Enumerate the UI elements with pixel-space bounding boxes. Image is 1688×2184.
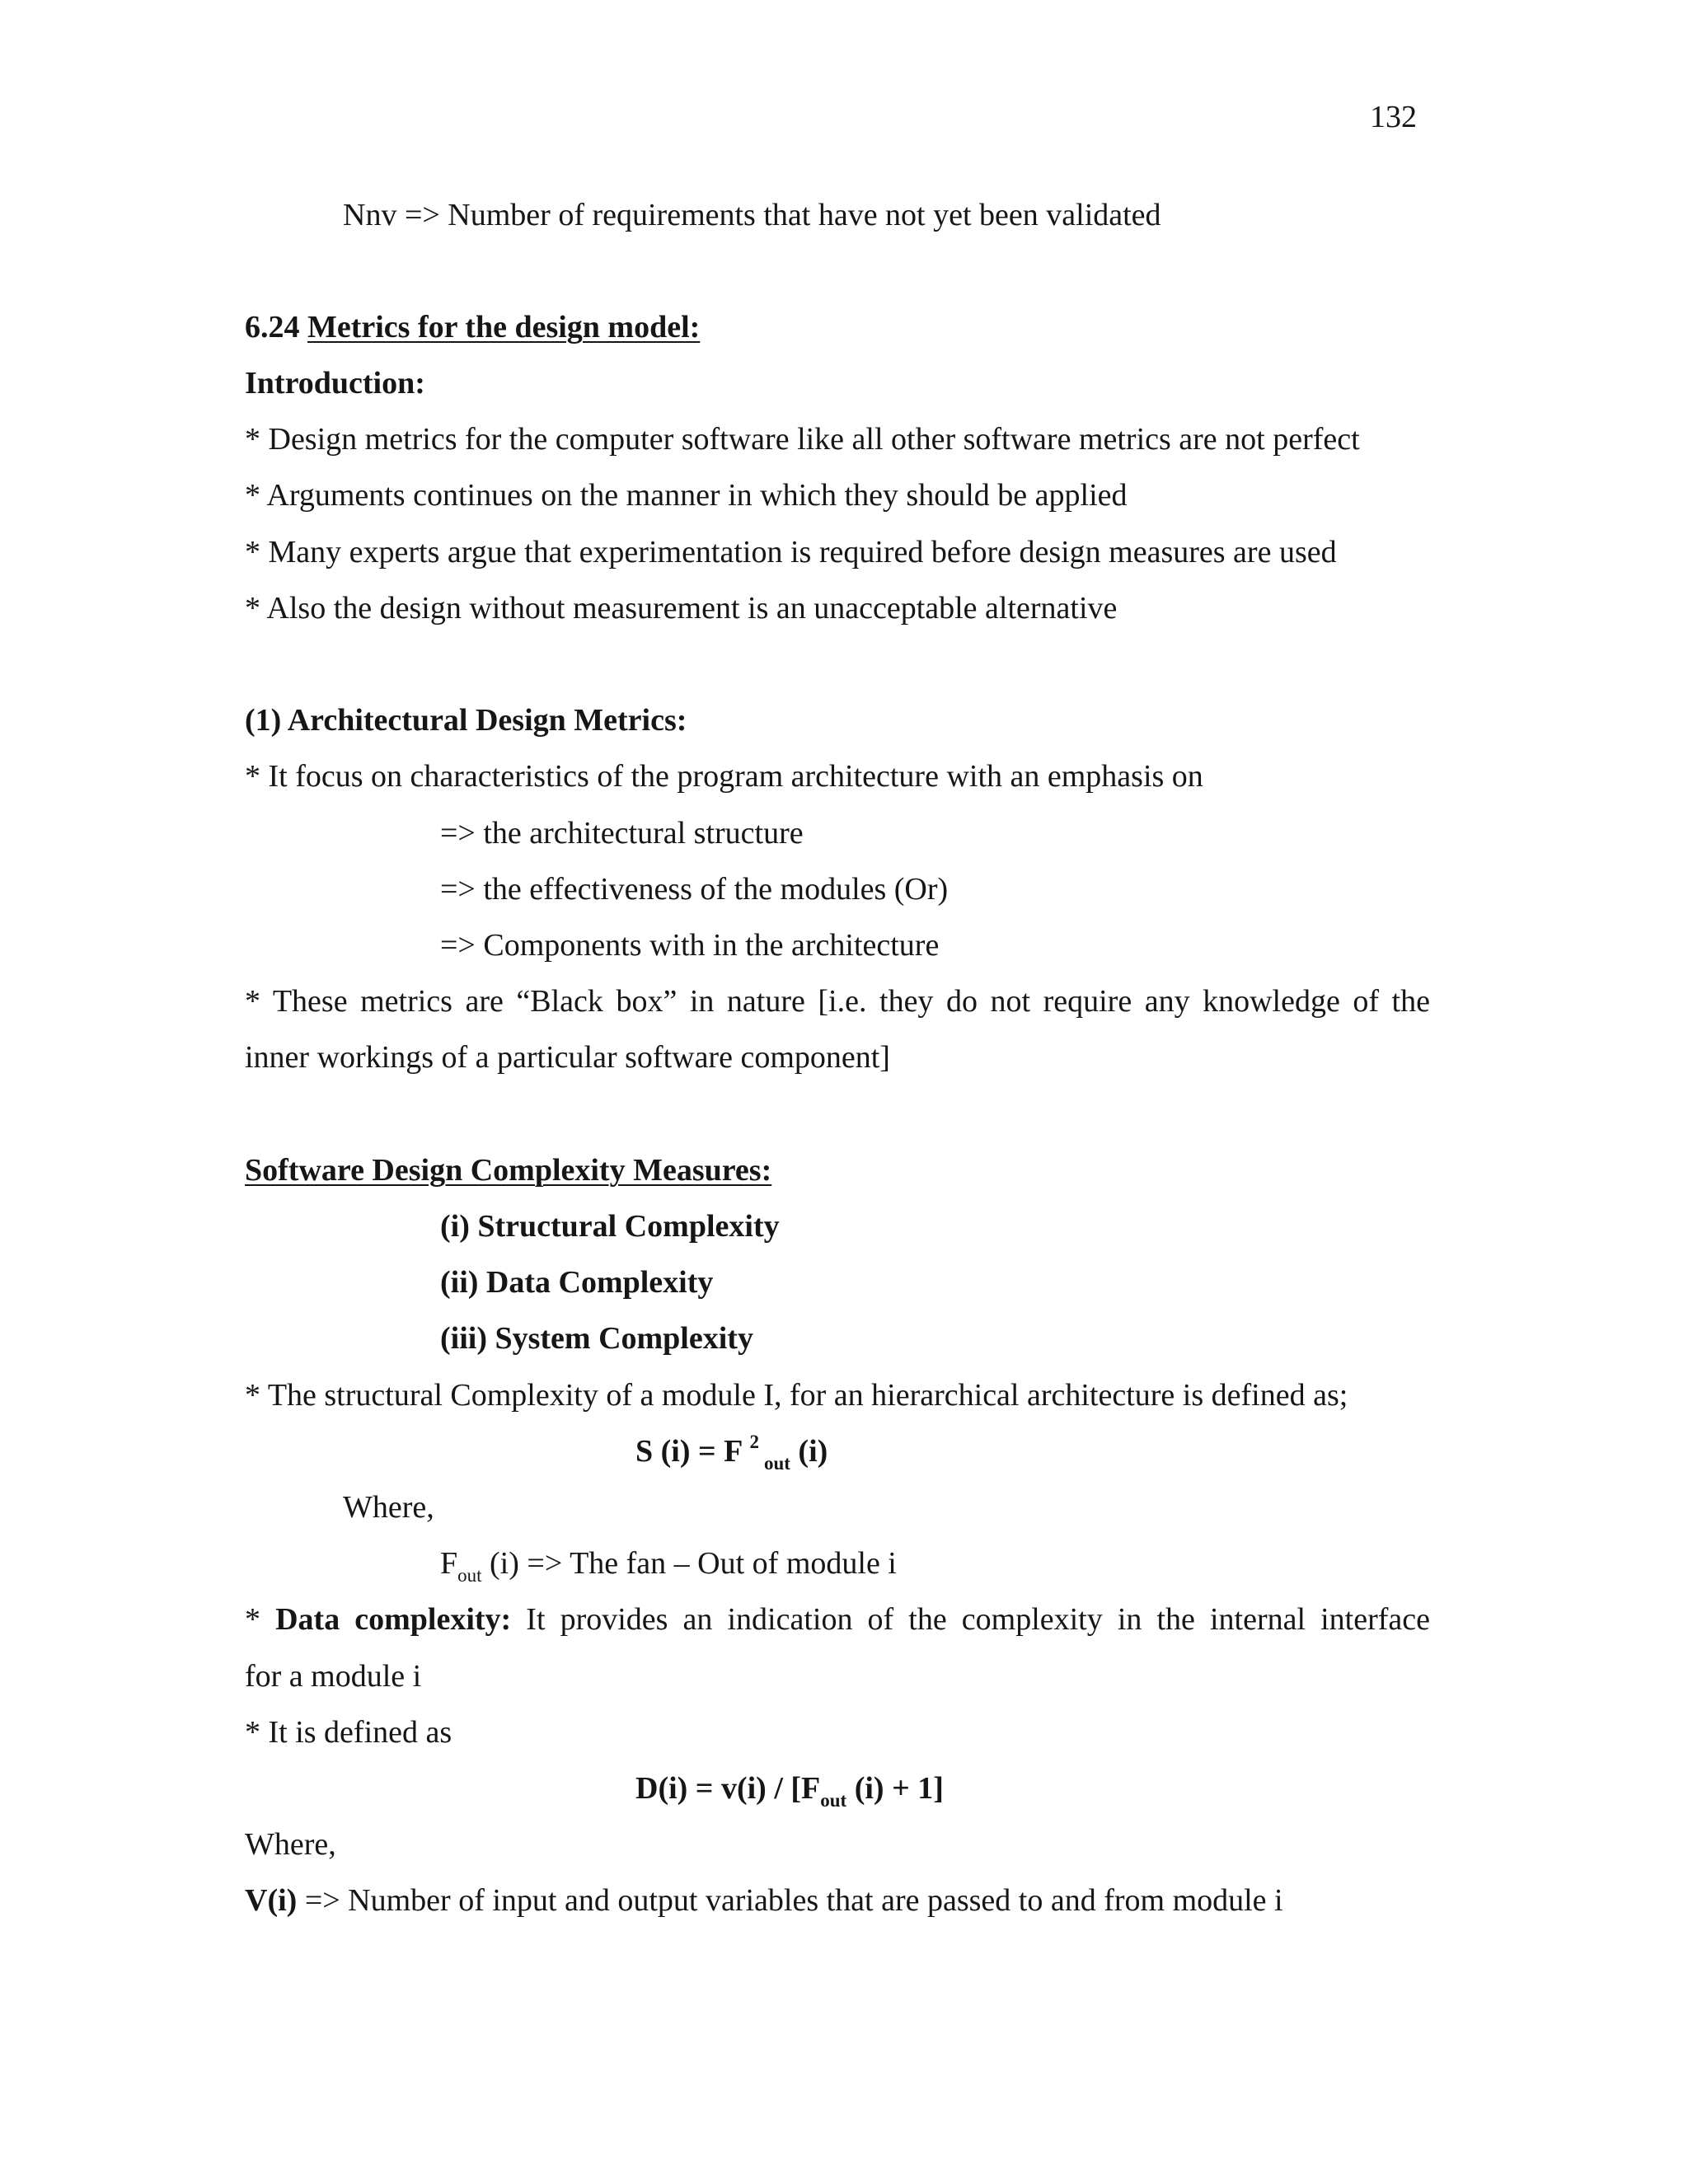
black-box-line-2: inner workings of a particular software component] — [245, 1040, 890, 1075]
v-term: V(i) — [245, 1883, 298, 1918]
fan-out-definition — [440, 1546, 897, 1586]
intro-bullet: * Also the design without measurement is an unacceptable alternative — [245, 591, 1118, 626]
black-box-line-1: * These metrics are “Black box” in nature [i.e. they do not require any knowledge of the — [245, 984, 1430, 1019]
intro-bullet: * Design metrics for the computer software like all other software metrics are not perfect — [245, 422, 1360, 457]
emphasis-item: => Components with in the architecture — [440, 928, 940, 963]
data-complexity-text: It provides an indication of the complexity in the internal interface — [511, 1602, 1430, 1637]
data-formula — [635, 1771, 944, 1811]
measure-item: (ii) Data Complexity — [440, 1265, 714, 1300]
v-definition — [245, 1883, 1283, 1919]
measure-item: (iii) System Complexity — [440, 1321, 753, 1356]
architectural-focus: * It focus on characteristics of the program architecture with an emphasis on — [245, 759, 1203, 794]
where-label: Where, — [343, 1490, 434, 1525]
data-complexity-line-1 — [245, 1602, 1430, 1638]
fan-out-symbol: F — [440, 1546, 458, 1581]
structural-formula — [635, 1432, 828, 1474]
bullet-star: * — [245, 1602, 276, 1637]
intro-bullet: * Many experts argue that experimentation is required before design measures are used — [245, 535, 1337, 569]
formula-s-exponent: 2 — [749, 1432, 759, 1452]
page-number: 132 — [1370, 100, 1417, 134]
v-text: => Number of input and output variables that are passed to and from module i — [297, 1883, 1283, 1918]
where-label: Where, — [245, 1827, 336, 1862]
section-heading — [245, 310, 700, 346]
introduction-heading: Introduction: — [245, 366, 425, 401]
section-title: Metrics for the design model: — [307, 310, 701, 344]
fan-out-subscript: out — [457, 1565, 482, 1586]
formula-s-left: S (i) = F — [635, 1434, 750, 1469]
intro-bullet: * Arguments continues on the manner in which they should be applied — [245, 478, 1128, 513]
formula-d-right: (i) + 1] — [846, 1771, 944, 1806]
structural-definition: * The structural Complexity of a module I, for an hierarchical architecture is defined as; — [245, 1378, 1348, 1413]
measure-item: (i) Structural Complexity — [440, 1209, 780, 1244]
nnv-definition: Nnv => Number of requirements that have not yet been validated — [343, 198, 1161, 232]
data-complexity-term: Data complexity: — [275, 1602, 512, 1637]
fan-out-text: (i) => The fan – Out of module i — [481, 1546, 897, 1581]
formula-d-subscript: out — [820, 1790, 847, 1811]
formula-d-left: D(i) = v(i) / [F — [635, 1771, 821, 1806]
data-complexity-line-2: for a module i — [245, 1659, 422, 1694]
formula-s-subscript: out — [763, 1453, 790, 1474]
complexity-heading: Software Design Complexity Measures: — [245, 1153, 772, 1188]
emphasis-item: => the effectiveness of the modules (Or) — [440, 872, 949, 907]
formula-s-right: (i) — [790, 1434, 828, 1469]
section-number: 6.24 — [245, 310, 307, 344]
architectural-heading: (1) Architectural Design Metrics: — [245, 703, 687, 738]
emphasis-item: => the architectural structure — [440, 816, 804, 851]
defined-as: * It is defined as — [245, 1715, 452, 1750]
